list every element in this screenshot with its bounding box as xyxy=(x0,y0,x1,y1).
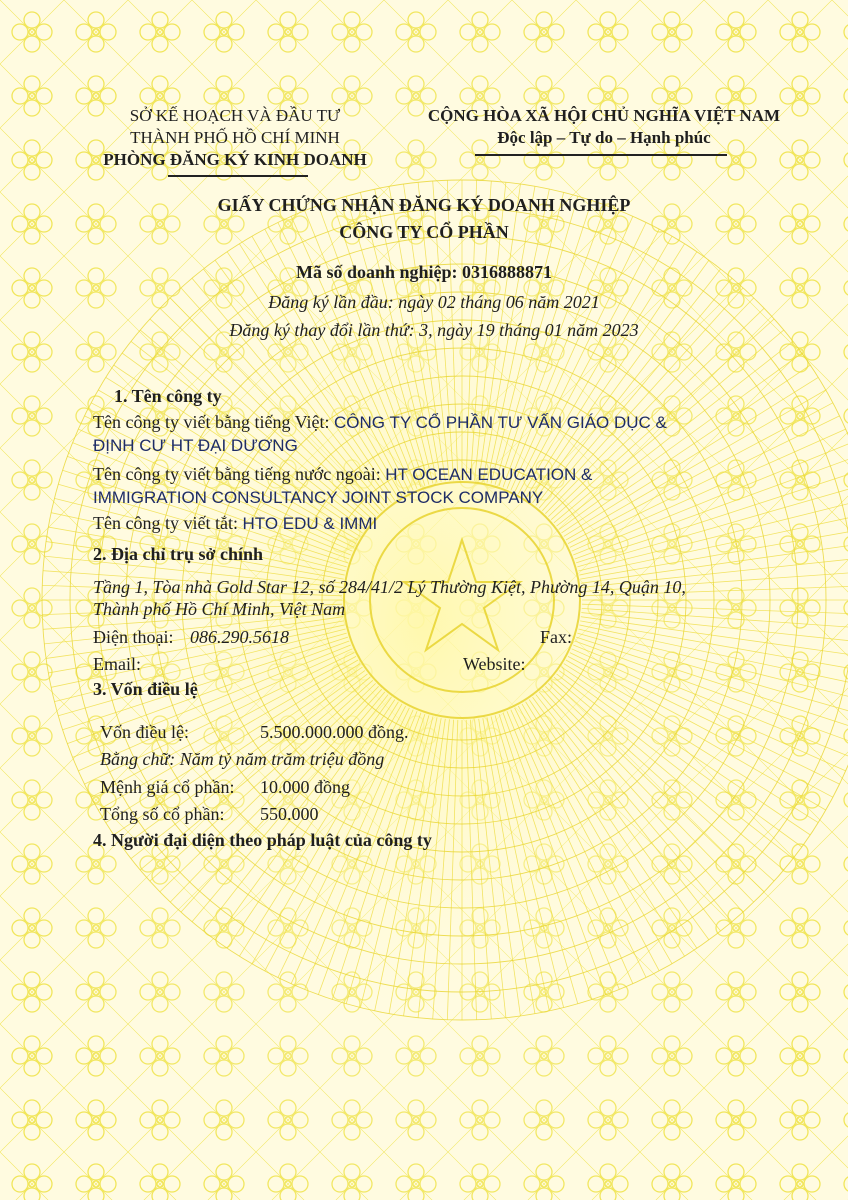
phone-label: Điện thoại: xyxy=(93,627,174,647)
foreign-name-value-cont: IMMIGRATION CONSULTANCY JOINT STOCK COMPANY xyxy=(93,488,544,507)
national-title-block xyxy=(420,105,788,149)
section-2-heading: 2. Địa chỉ trụ sở chính xyxy=(93,544,263,564)
change-registration-date: Đăng ký thay đổi lần thứ: 3, ngày 19 tháng 01 năm 2023 xyxy=(229,320,639,340)
certificate-title: GIẤY CHỨNG NHẬN ĐĂNG KÝ DOANH NGHIỆP xyxy=(217,195,631,215)
email-label: Email: xyxy=(93,654,141,674)
national-name: CỘNG HÒA XÃ HỘI CHỦ NGHĨA VIỆT NAM xyxy=(427,106,781,125)
foreign-name-value: HT OCEAN EDUCATION & xyxy=(385,465,593,484)
section-3-heading: 3. Vốn điều lệ xyxy=(93,679,198,699)
issuer-city: THÀNH PHỐ HỒ CHÍ MINH xyxy=(130,128,340,147)
website-label: Website: xyxy=(463,654,526,674)
capital-in-words: Bằng chữ: Năm tỷ năm trăm triệu đồng xyxy=(100,749,385,769)
abbreviated-name-label: Tên công ty viết tắt: xyxy=(93,513,238,533)
enterprise-code: Mã số doanh nghiệp: 0316888871 xyxy=(295,262,553,282)
vietnamese-name-value: CÔNG TY CỔ PHẦN TƯ VẤN GIÁO DỤC & xyxy=(334,413,667,432)
address-line-1: Tầng 1, Tòa nhà Gold Star 12, số 284/41/2 Lý Thường Kiệt, Phường 14, Quận 10, xyxy=(93,577,686,597)
par-value-label: Mệnh giá cổ phần: xyxy=(100,777,235,797)
vietnamese-name-value-cont: ĐỊNH CƯ HT ĐẠI DƯƠNG xyxy=(93,436,298,455)
charter-capital-value: 5.500.000.000 đồng. xyxy=(260,722,409,742)
abbreviated-name-value: HTO EDU & IMMI xyxy=(242,514,378,533)
address-line-2: Thành phố Hồ Chí Minh, Việt Nam xyxy=(93,599,346,619)
section-4-heading: 4. Người đại diện theo pháp luật của công ty xyxy=(93,830,432,850)
foreign-name-label: Tên công ty viết bằng tiếng nước ngoài: xyxy=(93,464,381,484)
section-1-heading: 1. Tên công ty xyxy=(114,386,222,406)
motto-underline xyxy=(475,154,727,156)
fax-label: Fax: xyxy=(540,627,573,647)
national-motto: Độc lập – Tự do – Hạnh phúc xyxy=(497,128,711,147)
charter-capital-label: Vốn điều lệ: xyxy=(100,722,189,742)
first-registration-date: Đăng ký lần đầu: ngày 02 tháng 06 năm 2021 xyxy=(268,292,600,312)
phone-value: 086.290.5618 xyxy=(190,627,289,647)
issuer-block xyxy=(60,105,410,171)
issuer-department: SỞ KẾ HOẠCH VÀ ĐẦU TƯ xyxy=(129,106,341,125)
company-type: CÔNG TY CỔ PHẦN xyxy=(339,222,509,242)
issuer-office: PHÒNG ĐĂNG KÝ KINH DOANH xyxy=(103,150,367,169)
abbreviated-name-row xyxy=(93,513,377,534)
foreign-name-row xyxy=(93,464,592,485)
par-value-value: 10.000 đồng xyxy=(260,777,350,797)
vietnamese-name-row xyxy=(93,412,667,433)
issuer-underline xyxy=(168,175,308,177)
total-shares-value: 550.000 xyxy=(260,804,319,824)
total-shares-label: Tổng số cổ phần: xyxy=(100,804,225,824)
vietnamese-name-label: Tên công ty viết bằng tiếng Việt: xyxy=(93,412,330,432)
